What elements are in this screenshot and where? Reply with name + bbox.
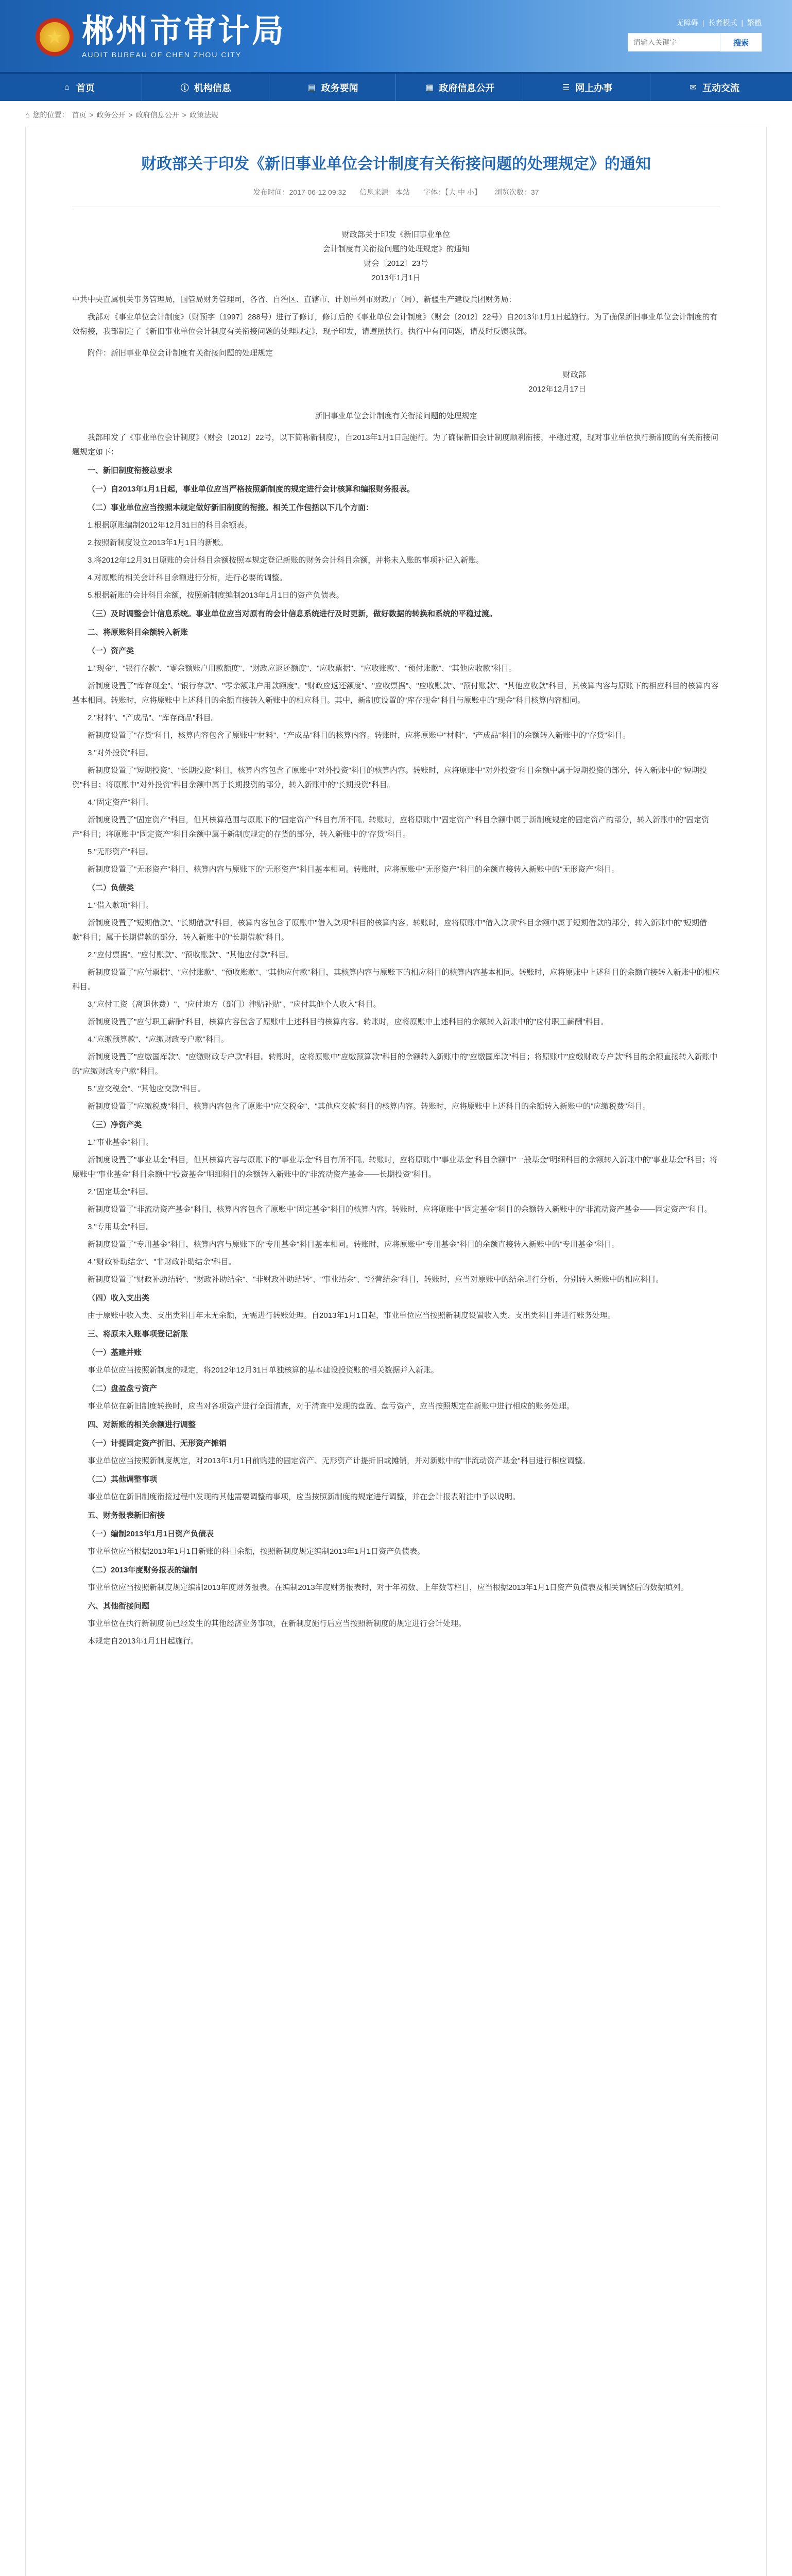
paragraph: 事业单位在新旧制度衔接过程中发现的其他需要调整的事项，应当按照新制度的规定进行调整，并在会计报表附注中予以说明。 (88, 1493, 521, 1501)
section-heading: 三、将原未入账事项登记新账 (88, 1330, 188, 1338)
font-size-control[interactable]: 字体：【大 中 小】 (423, 188, 481, 196)
breadcrumb-label: 您的位置： (32, 111, 69, 119)
paragraph: 4."财政补助结余"、"非财政补助结余"科目。 (88, 1258, 236, 1266)
paragraph: 新制度设置了"专用基金"科目，核算内容与原账下的"专用基金"科目基本相同。转账时，应将原账中"专用基金"科目的余额直接转入新账中的"专用基金"科目。 (88, 1240, 619, 1249)
breadcrumb-item[interactable]: 政务公开 (96, 111, 126, 119)
section-heading: （一）计提固定资产折旧、无形资产摊销 (88, 1439, 227, 1448)
main-nav (0, 72, 792, 101)
elder-mode-link[interactable]: 长者模式 (708, 19, 737, 27)
accessibility-link[interactable]: 无障碍 (676, 19, 698, 27)
paragraph: 2.按照新制度设立2013年1月1日的新账。 (88, 538, 228, 547)
paragraph: 事业单位应当按照新制度规定，对2013年1月1日前购建的固定资产、无形资产计提折旧或摊销，并对新账中的"非流动资产基金"科目进行相应调整。 (88, 1456, 590, 1465)
national-emblem-icon: ★ (36, 18, 74, 56)
traditional-chinese-link[interactable]: 繁體 (747, 19, 762, 27)
paragraph: 事业单位在执行新制度前已经发生的其他经济业务事项，在新制度施行后应当按照新制度的规定进行会计处理。 (88, 1619, 467, 1628)
site-subtitle: AUDIT BUREAU OF CHEN ZHOU CITY (82, 50, 242, 59)
service-icon: ☰ (562, 83, 570, 92)
paragraph: 新制度设置了"应付职工薪酬"科目，核算内容包含了原账中上述科目的核算内容。转账时，应将原账中上述科目的余额转入新账中的"应付职工薪酬"科目。 (88, 1018, 609, 1026)
paragraph: 事业单位在新旧制度转换时，应当对各项资产进行全面清查，对于清查中发现的盘盈、盘亏资产，应当按照规定在新账中进行相应的账务处理。 (88, 1402, 575, 1411)
paragraph: 3."应付工资（离退休费）"、"应付地方（部门）津贴补贴"、"应付其他个人收入"科目。 (88, 1000, 381, 1009)
paragraph: 2."固定基金"科目。 (88, 1188, 154, 1196)
section-heading: （一）编制2013年1月1日资产负债表 (88, 1530, 214, 1538)
section-heading: （三）净资产类 (88, 1121, 142, 1129)
nav-label: 网上办事 (575, 82, 613, 93)
paragraph: 事业单位应当按照新制度规定编制2013年度财务报表。在编制2013年度财务报表时，对于年初数、上年数等栏目，应当根据2013年1月1日资产负债表及相关调整后的数据填列。 (88, 1583, 688, 1592)
paragraph: 4."固定资产"科目。 (88, 798, 154, 807)
nav-item-info[interactable] (142, 74, 269, 101)
paragraph: 新制度设置了"应缴国库款"、"应缴财政专户款"科目。转账时，应将原账中"应缴预算款"科目的余额转入新账中的"应缴国库款"科目；将原账中"应缴财政专户款"科目的余额直接转入新账中的"应缴财政专户款"科目。 (72, 1053, 718, 1076)
annex-content (72, 431, 720, 1649)
nav-label: 互动交流 (702, 82, 740, 93)
nav-label: 机构信息 (194, 82, 231, 93)
site-logo[interactable] (36, 15, 286, 59)
attachment-link[interactable]: 附件：新旧事业单位会计制度有关衔接问题的处理规定 (88, 349, 273, 358)
breadcrumb-item[interactable]: 政府信息公开 (135, 111, 179, 119)
search-button[interactable]: 搜索 (720, 33, 762, 52)
paragraph: 我部对《事业单位会计制度》（财预字〔1997〕288号）进行了修订，修订后的《事业单位会计制度》（财会〔2012〕22号）自2013年1月1日起施行。为了确保新旧事业单位会计制度的有效衔接，我部制定了《新旧事业单位会计制度有关衔接问题的处理规定》，现予印发，请遵照执行。执行中有何问题，请及时反馈我部。 (72, 313, 718, 336)
info-icon: ⓘ (180, 84, 189, 93)
intro-paragraph: 中共中央直属机关事务管理局，国管局财务管理司，各省、自治区、直辖市、计划单列市财政厅（局），新疆生产建设兵团财务局： (72, 295, 516, 304)
paragraph: 2."材料"、"产成品"、"库存商品"科目。 (88, 714, 219, 722)
section-heading: 四、对新账的相关余额进行调整 (88, 1420, 196, 1429)
search-box (628, 33, 762, 52)
section-heading: 五、财务报表新旧衔接 (88, 1511, 165, 1520)
paragraph: 新制度设置了"库存现金"、"银行存款"、"零余额账户用款额度"、"财政应返还额度"、"应收票据"、"应收账款"、"预付账款"、"其他应收款"科目，其核算内容与原账下的相应科目的核算内容基本相同。转账时，应将原账中上述科目的余额直接转入新账中的相应科目。其中，新制度设置的"库存现金"科目与原账中的"现金"科目核算内容相同。 (72, 682, 719, 705)
paragraph: 3."对外投资"科目。 (88, 749, 154, 757)
news-icon: ▤ (308, 83, 316, 92)
breadcrumb: ⌂ 您的位置： 首页 > 政务公开 > 政府信息公开 > 政策法规 (25, 111, 219, 119)
paragraph: 新制度设置了"存货"科目，核算内容包含了原账中"材料"、"产成品"科目的核算内容。转账时，应将原账中"材料"、"产成品"科目的余额转入新账中的"存货"科目。 (88, 731, 630, 740)
site-name: 郴州市审计局 (82, 14, 286, 49)
section-heading: （一）自2013年1月1日起，事业单位应当严格按照新制度的规定进行会计核算和编报财务报表。 (88, 485, 415, 494)
document-header (72, 228, 720, 285)
section-heading: （二）2013年度财务报表的编制 (88, 1566, 198, 1574)
section-heading: （三）及时调整会计信息系统。事业单位应当对原有的会计信息系统进行及时更新，做好数据的转换和系统的平稳过渡。 (88, 609, 497, 618)
breadcrumb-item[interactable]: 政策法规 (190, 111, 219, 119)
nav-item-disclosure[interactable] (396, 74, 523, 101)
doc-head-line: 会计制度有关衔接问题的处理规定》的通知 (322, 245, 470, 253)
nav-label: 首页 (76, 82, 95, 93)
paragraph: 1."现金"、"银行存款"、"零余额账户用款额度"、"财政应返还额度"、"应收票据"、"应收账款"、"预付账款"、"其他应收款"科目。 (88, 664, 516, 673)
signature-org: 财政部 (562, 370, 586, 379)
paragraph: 5."应交税金"、"其他应交款"科目。 (88, 1084, 205, 1093)
nav-item-news[interactable] (269, 74, 397, 101)
doc-date: 2013年1月1日 (371, 274, 421, 282)
paragraph: 新制度设置了"无形资产"科目，核算内容与原账下的"无形资产"科目基本相同。转账时，应将原账中"无形资产"科目的余额直接转入新账中的"无形资产"科目。 (88, 865, 619, 874)
search-input[interactable] (628, 33, 720, 52)
article-body (72, 228, 720, 1649)
breadcrumb-item[interactable]: 首页 (72, 111, 87, 119)
paragraph: 事业单位应当按照新制度的规定，将2012年12月31日单独核算的基本建设投资账的相关数据并入新账。 (88, 1366, 439, 1375)
view-count: 浏览次数：37 (494, 188, 539, 196)
nav-label: 政务要闻 (321, 82, 358, 93)
paragraph: 新制度设置了"非流动资产基金"科目，核算内容包含了原账中"固定基金"科目的核算内容。转账时，应将原账中"固定基金"科目的余额转入新账中的"非流动资产基金——固定资产"科目。 (88, 1205, 712, 1214)
section-heading: （二）其他调整事项 (88, 1475, 158, 1484)
separator: | (741, 19, 743, 27)
annex-title: 新旧事业单位会计制度有关衔接问题的处理规定 (315, 412, 477, 420)
paragraph: 3."专用基金"科目。 (88, 1223, 154, 1231)
section-heading: （一）基建并账 (88, 1348, 142, 1357)
paragraph: 新制度设置了"应付票据"、"应付账款"、"预收账款"、"其他应付款"科目，其核算内容与原账下的相应科目的核算内容基本相同。转账时，应将原账中上述科目的余额直接转入新账中的相应科目。 (72, 968, 720, 991)
paragraph: 5.根据新账的会计科目余额，按照新制度编制2013年1月1日的资产负债表。 (88, 591, 344, 600)
home-icon: ⌂ (64, 82, 70, 92)
section-heading: （二）盘盈盘亏资产 (88, 1384, 158, 1393)
paragraph: 4.对原账的相关会计科目余额进行分析，进行必要的调整。 (88, 573, 287, 582)
paragraph: 新制度设置了"应缴税费"科目，核算内容包含了原账中"应交税金"、"其他应交款"科目的核算内容。转账时，应将原账中上述科目的余额转入新账中的"应缴税费"科目。 (88, 1102, 650, 1111)
section-heading: （二）事业单位应当按照本规定做好新旧制度的衔接。相关工作包括以下几个方面： (88, 503, 374, 512)
doc-head-line: 财政部关于印发《新旧事业单位 (341, 230, 450, 239)
paragraph: 5."无形资产"科目。 (88, 848, 154, 856)
separator: | (702, 19, 704, 27)
section-heading: （四）收入支出类 (88, 1294, 150, 1302)
paragraph: 由于原账中收入类、支出类科目年末无余额，无需进行转账处理。自2013年1月1日起，事业单位应当按照新制度设置收入类、支出类科目并进行账务处理。 (88, 1311, 616, 1320)
paragraph: 事业单位应当根据2013年1月1日新账的科目余额，按照新制度规定编制2013年1月1日资产负债表。 (88, 1547, 425, 1556)
paragraph: 2."应付票据"、"应付账款"、"预收账款"、"其他应付款"科目。 (88, 951, 294, 959)
section-heading: 二、将原账科目余额转入新账 (88, 628, 188, 637)
section-heading: （二）负债类 (88, 884, 134, 892)
paragraph: 我部印发了《事业单位会计制度》（财会〔2012〕22号，以下简称新制度），自2013年1月1日起施行。为了确保新旧会计制度顺利衔接，平稳过渡，现对事业单位执行新制度的有关衔接问题规定如下： (72, 433, 719, 456)
doc-number: 财会〔2012〕23号 (364, 259, 428, 268)
paragraph: 1."事业基金"科目。 (88, 1138, 154, 1147)
top-links (677, 18, 762, 28)
section-heading: （一）资产类 (88, 647, 134, 655)
paragraph: 新制度设置了"短期投资"、"长期投资"科目，核算内容包含了原账中"对外投资"科目的核算内容。转账时，应将原账中"对外投资"科目余额中属于短期投资的部分，转入新账中的"短期投资"科目；将原账中"对外投资"科目余额中属于长期投资的部分，转入新账中的"长期投资"科目。 (72, 766, 707, 789)
paragraph: 新制度设置了"财政补助结转"、"财政补助结余"、"非财政补助结转"、"事业结余"、"经营结余"科目，转账时，应当对原账中的结余进行分析，分别转入新账中的相应科目。 (88, 1275, 664, 1284)
paragraph: 新制度设置了"短期借款"、"长期借款"科目，核算内容包含了原账中"借入款项"科目的核算内容。转账时，应将原账中"借入款项"科目余额中属于短期借款的部分，转入新账中的"短期借款"科目；属于长期借款的部分，转入新账中的"长期借款"科目。 (72, 919, 707, 942)
paragraph: 本规定自2013年1月1日起施行。 (88, 1637, 199, 1646)
signature-date: 2012年12月17日 (528, 385, 586, 394)
paragraph: 新制度设置了"固定资产"科目，但其核算范围与原账下的"固定资产"科目有所不同。转账时，应将原账中"固定资产"科目余额中属于新制度规定的固定资产的部分，转入新账中的"固定资产"科目；将原账中"固定资产"科目余额中属于新制度规定的存货的部分，转入新账中的"存货"科目。 (72, 816, 710, 839)
doc-icon: ▦ (425, 83, 434, 92)
nav-label: 政府信息公开 (439, 82, 495, 93)
article-meta (72, 187, 720, 197)
location-icon: ⌂ (25, 111, 30, 119)
paragraph: 1."借入款项"科目。 (88, 901, 154, 910)
site-header (0, 0, 792, 72)
paragraph: 4."应缴预算款"、"应缴财政专户款"科目。 (88, 1035, 229, 1044)
article-title: 财政部关于印发《新旧事业单位会计制度有关衔接问题的处理规定》的通知 (141, 156, 651, 173)
nav-item-service[interactable] (523, 74, 650, 101)
publish-time: 发布时间：2017-06-12 09:32 (253, 188, 347, 196)
paragraph: 新制度设置了"事业基金"科目，但其核算内容与原账下的"事业基金"科目有所不同。转账时，应将原账中"事业基金"科目余额中"一般基金"明细科目的余额转入新账中的"事业基金"科目；将原账中"事业基金"科目余额中"投资基金"明细科目的余额转入新账中的"非流动资产基金——长期投资"科目。 (72, 1156, 718, 1179)
article-container (25, 127, 767, 2576)
section-heading: 六、其他衔接问题 (88, 1602, 150, 1611)
nav-item-home[interactable] (15, 74, 142, 101)
paragraph: 1.根据原账编制2012年12月31日的科目余额表。 (88, 521, 252, 530)
chat-icon: ✉ (690, 83, 697, 92)
nav-item-interaction[interactable] (650, 74, 777, 101)
paragraph: 3.将2012年12月31日原账的会计科目余额按照本规定登记新账的财务会计科目余额，并将未入账的事项补记入新账。 (88, 556, 484, 565)
section-heading: 一、新旧制度衔接总要求 (88, 466, 173, 475)
source: 信息来源：本站 (359, 188, 410, 196)
